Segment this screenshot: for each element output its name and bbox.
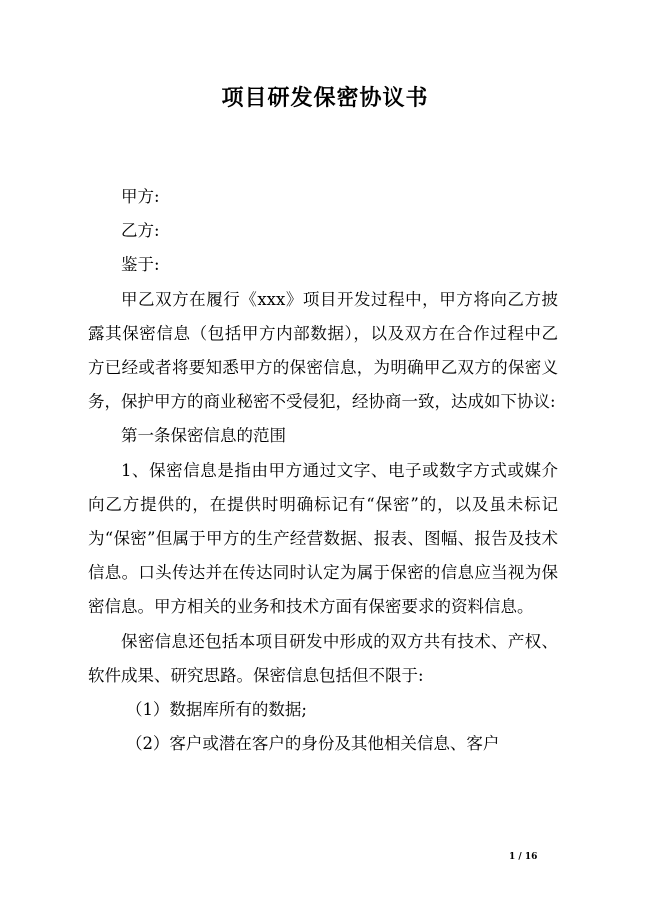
document-body bbox=[88, 180, 558, 761]
party-a-line: 甲方: bbox=[121, 187, 160, 206]
page-number: 1 / 16 bbox=[509, 852, 538, 862]
document-title: 项目研发保密协议书 bbox=[221, 85, 429, 111]
list-item: （1）数据库所有的数据; bbox=[125, 700, 307, 720]
preamble-paragraph: 甲乙双方在履行《xxx》项目开发过程中，甲方将向乙方披露其保密信息（包括甲方内部数据），以及双方在合作过程中乙方已经或者将要知悉甲方的保密信息，为明确甲乙双方的保密义务，保护甲方的商业秘密不受侵犯，经协商一致，达成如下协议: bbox=[88, 289, 558, 412]
clause-1-paragraph: 1、保密信息是指由甲方通过文字、电子或数字方式或媒介向乙方提供的，在提供时明确标记有“保密”的，以及虽未标记为“保密”但属于甲方的生产经营数据、报表、图幅、报告及技术信息。口头传达并在传达同时认定为属于保密的信息应当视为保密信息。甲方相关的业务和技术方面有保密要求的资料信息。 bbox=[88, 460, 558, 617]
whereas-line: 鉴于: bbox=[121, 255, 160, 275]
list-item: （2）客户或潜在客户的身份及其他相关信息、客户 bbox=[125, 734, 500, 754]
party-b-line: 乙方: bbox=[121, 221, 160, 241]
article-1-heading: 第一条保密信息的范围 bbox=[121, 426, 286, 446]
clause-1-extra-paragraph: 保密信息还包括本项目研发中形成的双方共有技术、产权、软件成果、研究思路。保密信息包括但不限于: bbox=[88, 631, 558, 685]
